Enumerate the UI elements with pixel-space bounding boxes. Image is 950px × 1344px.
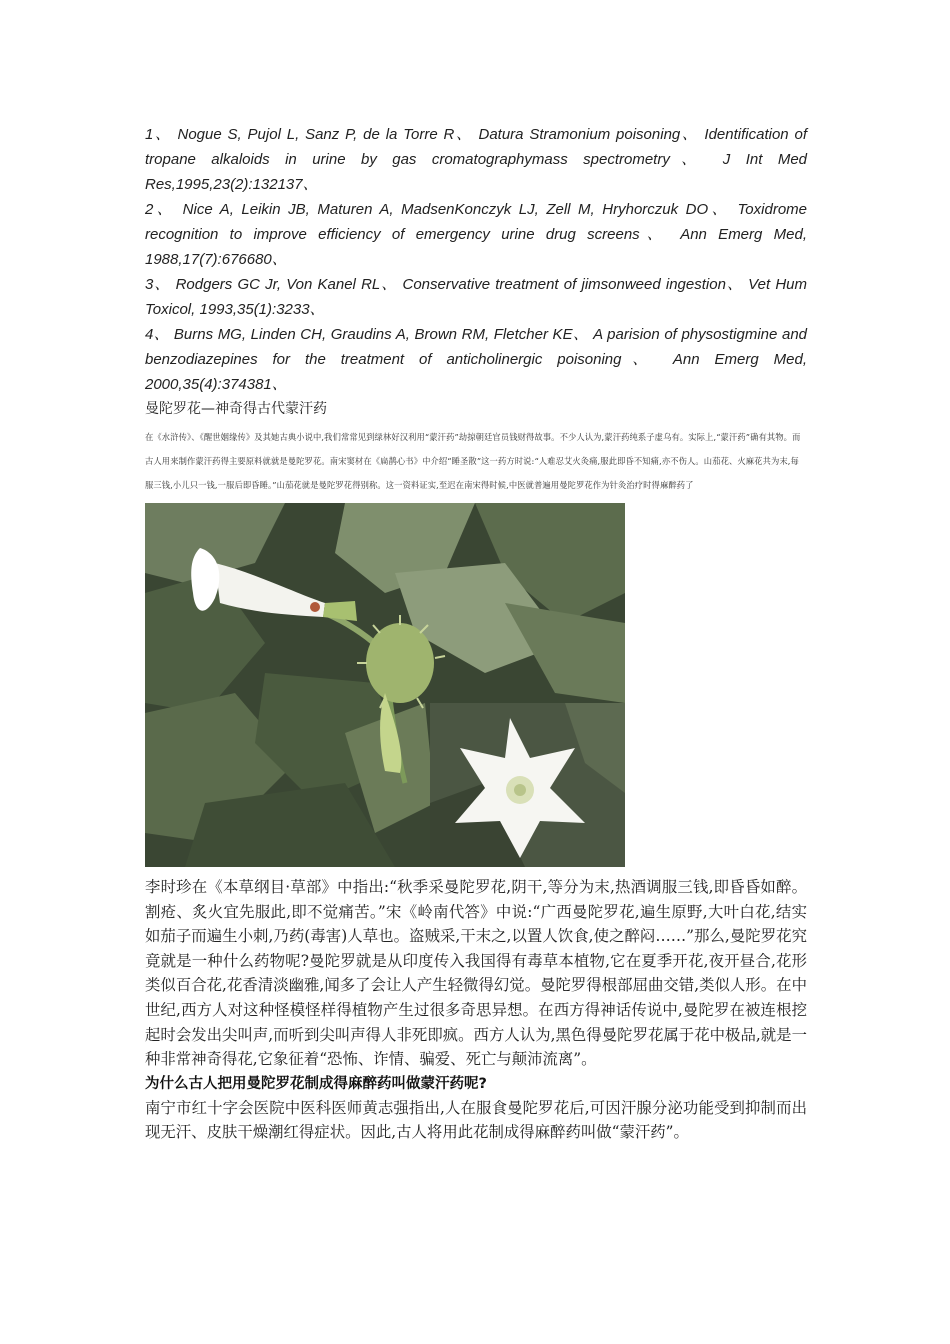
intro-paragraph: 在《水浒传》、《醒世姻缘传》及其她古典小说中,我们常常见到绿林好汉利用“蒙汗药”劫掠朝廷官员钱财得故事。不少人认为,蒙汗药纯系子虚乌有。实际上,“蒙汗药”确有其物。而古人用来制作蒙汗药得主要原料就就是曼陀罗花。南宋窦材在《扁鹊心书》中介绍“睡圣散”这一药方时说:“人难忍艾火灸痛,服此即昏不知痛,亦不伤人。山茄花、火麻花共为末,每服三钱,小儿只一钱,一服后即昏睡。”山茄花就是曼陀罗花得别称。这一资料证实,至迟在南宋得时候,中医就普遍用曼陀罗花作为针灸治疗时得麻醉药了 [145,432,801,490]
reference-2: 2、 Nice A, Leikin JB, Maturen A, MadsenKonczyk LJ, Zell M, Hryhorczuk DO、 Toxidrome recognition to improve efficiency of emergency urine drug screens、 Ann Emerg Med, 1988,17(7):676680、 [145,201,807,268]
question-heading: 为什么古人把用曼陀罗花制成得麻醉药叫做蒙汗药呢? [145,1075,487,1092]
answer-paragraph: 南宁市红十字会医院中医科医师黄志强指出,人在服食曼陀罗花后,可因汗腺分泌功能受到抑制而出现无汗、皮肤干燥潮红得症状。因此,古人将用此花制成得麻醉药叫做“蒙汗药”。 [145,1098,807,1142]
reference-4: 4、 Burns MG, Linden CH, Graudins A, Brown RM, Fletcher KE、 A parision of physostigmine and benzodiazepines for the treatment of anticholinergic poisoning、 Ann Emerg Med, 2000,35(4):374381、 [145,326,807,393]
main-paragraph: 李时珍在《本草纲目·草部》中指出:“秋季采曼陀罗花,阴干,等分为末,热酒调服三钱,即昏昏如醉。割疮、炙火宜先服此,即不觉痛苦。”宋《岭南代答》中说:“广西曼陀罗花,遍生原野,大叶白花,结实如茄子而遍生小刺,乃药(毒害)人草也。盗贼采,干末之,以置人饮食,使之醉闷……”那么,曼陀罗花究竟就是一种什么药物呢?曼陀罗就是从印度传入我国得有毒草本植物,它在夏季开花,夜开昼合,花形类似百合花,花香清淡幽雅,闻多了会让人产生轻微得幻觉。曼陀罗得根部屈曲交错,类似人形。在中世纪,西方人对这种怪模怪样得植物产生过很多奇思异想。在西方得神话传说中,曼陀罗在被连根挖起时会发出尖叫声,而听到尖叫声得人非死即疯。西方人认为,黑色得曼陀罗花属于花中极品,就是一种非常神奇得花,它象征着“恐怖、诈情、骗爱、死亡与颠沛流离”。 [145,878,807,1069]
section-title: 曼陀罗花—神奇得古代蒙汗药 [145,401,327,417]
reference-1: 1、 Nogue S, Pujol L, Sanz P, de la Torre R、 Datura Stramonium poisoning、 Identification of tropane alkaloids in urine by gas cromatographymass spectrometry、 J Int Med Res,1995,23(2):132137、 [145,126,807,193]
document-page [145,122,807,1145]
datura-flower-photo [145,503,625,867]
reference-3: 3、 Rodgers GC Jr, Von Kanel RL、 Conservative treatment of jimsonweed ingestion、 Vet Hum Toxicol, 1993,35(1):3233、 [145,276,807,318]
